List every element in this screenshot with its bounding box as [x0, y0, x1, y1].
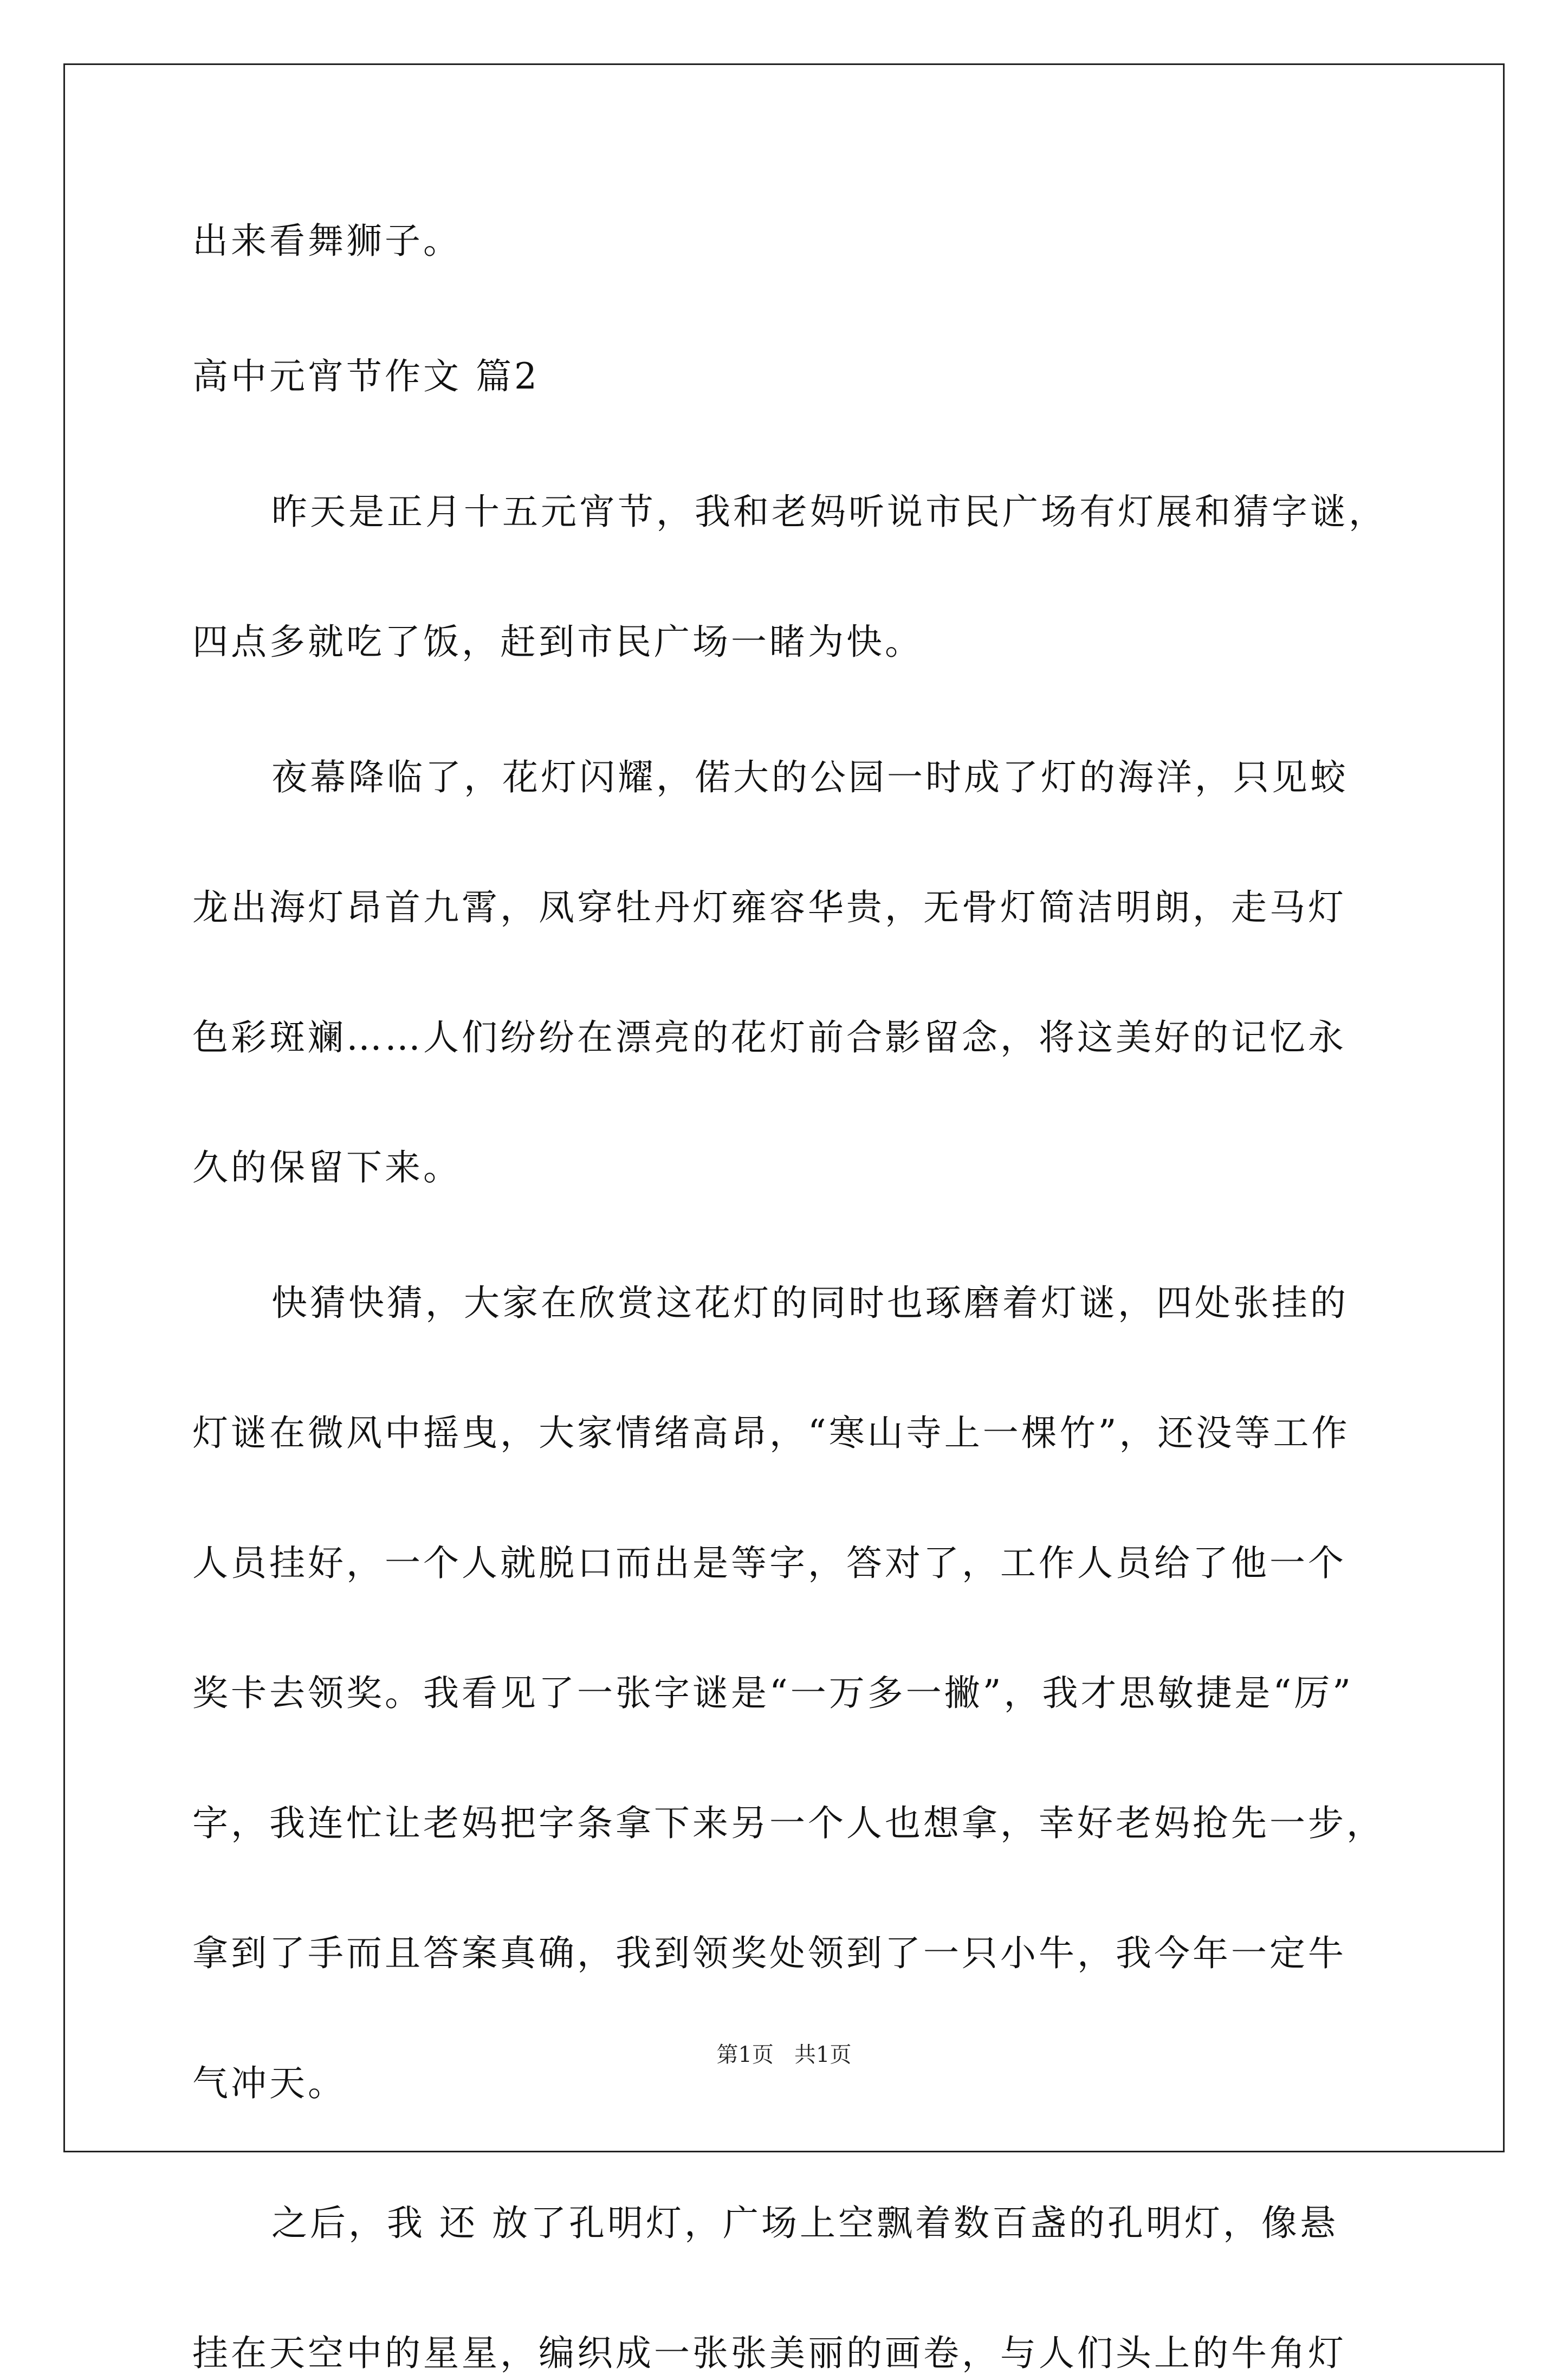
section-heading: 高中元宵节作文 篇2 [192, 355, 540, 397]
paragraph-line: 四点多就吃了饭，赶到市民广场一睹为快。 [192, 621, 923, 663]
paragraph-line: 夜幕降临了，花灯闪耀，偌大的公园一时成了灯的海洋，只见蛟 [271, 756, 1349, 798]
paragraph-line: 之后，我 还 放了孔明灯，广场上空飘着数百盏的孔明灯，像悬 [271, 2202, 1338, 2244]
paragraph-line: 字，我连忙让老妈把字条拿下来另一个人也想拿，幸好老妈抢先一步， [192, 1802, 1385, 1844]
paragraph-line: 龙出海灯昂首九霄，凤穿牡丹灯雍容华贵，无骨灯简洁明朗，走马灯 [192, 887, 1346, 928]
paragraph-line: 久的保留下来。 [192, 1147, 462, 1188]
paragraph-line: 快猜快猜，大家在欣赏这花灯的同时也琢磨着灯谜，四处张挂的 [271, 1282, 1349, 1324]
paragraph-line: 昨天是正月十五元宵节，我和老妈听说市民广场有灯展和猜字谜， [271, 491, 1387, 533]
paragraph-line: 气冲天。 [192, 2062, 346, 2104]
page-number-footer: 第1页 共1页 [716, 2042, 852, 2067]
paragraph-line: 灯谜在微风中摇曳，大家情绪高昂，“寒山寺上一棵竹”，还没等工作 [192, 1412, 1350, 1454]
paragraph-line: 色彩斑斓……人们纷纷在漂亮的花灯前合影留念，将这美好的记忆永 [192, 1017, 1346, 1058]
paragraph-line: 奖卡去领奖。我看见了一张字谜是“一万多一撇”，我才思敏捷是“厉” [192, 1672, 1353, 1714]
paragraph-line: 拿到了手而且答案真确，我到领奖处领到了一只小牛，我今年一定牛 [192, 1932, 1346, 1974]
paragraph-line: 出来看舞狮子。 [192, 220, 462, 262]
paragraph-line: 挂在天空中的星星，编织成一张张美丽的画卷，与人们头上的牛角灯 [192, 2332, 1346, 2374]
paragraph-line: 人员挂好，一个人就脱口而出是等字，答对了，工作人员给了他一个 [192, 1542, 1346, 1584]
